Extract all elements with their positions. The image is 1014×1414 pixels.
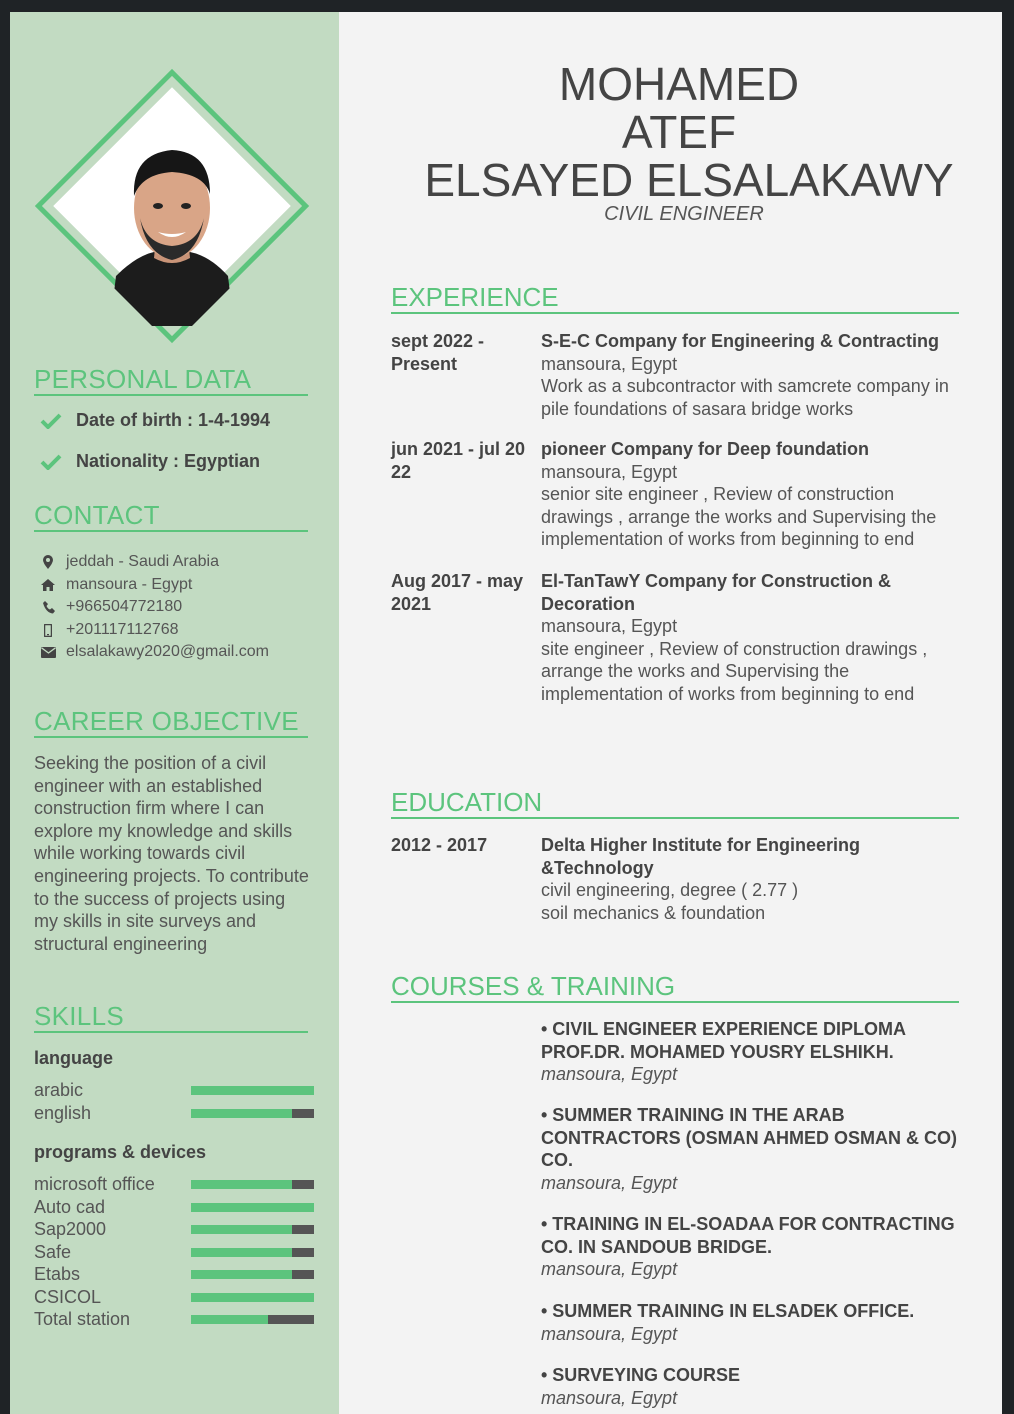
skill-row	[34, 1174, 314, 1196]
phone-icon	[40, 599, 56, 615]
skill-level-fill	[191, 1109, 292, 1118]
date-of-birth	[40, 410, 270, 431]
home-icon	[40, 577, 56, 593]
course-item	[541, 1213, 961, 1281]
skill-row	[34, 1287, 314, 1309]
envelope-icon	[40, 644, 56, 660]
course-title: • SUMMER TRAINING IN ELSADEK OFFICE.	[541, 1301, 915, 1321]
contact-home: mansoura - Egypt	[40, 576, 192, 594]
skill-level-fill	[191, 1315, 268, 1324]
skill-row	[34, 1242, 314, 1264]
course-location: mansoura, Egypt	[541, 1387, 678, 1408]
sidebar	[10, 12, 339, 1414]
check-icon	[40, 413, 62, 429]
contact-mobile[interactable]: +201117112768	[40, 621, 179, 639]
skill-level-bar	[191, 1225, 314, 1234]
experience-dates: Aug 2017 - may 2021	[391, 571, 524, 614]
resume-page	[10, 12, 1002, 1414]
skill-name: Auto cad	[34, 1196, 106, 1217]
skill-level-fill	[191, 1086, 314, 1095]
skill-row	[34, 1309, 314, 1331]
experience-description: senior site engineer , Review of construction drawings , arrange the works and Supervising the implementation of works from beginning to end	[541, 484, 937, 549]
contact-email[interactable]: elsalakawy2020@gmail.com	[40, 643, 269, 661]
education-heading: EDUCATION	[391, 787, 959, 819]
experience-title: pioneer Company for Deep foundation	[541, 439, 870, 459]
skill-name: english	[34, 1103, 92, 1123]
course-item	[541, 1104, 961, 1194]
experience-title: El-TanTawY Company for Construction & Decoration	[541, 571, 892, 614]
skill-level-fill	[191, 1270, 292, 1279]
main-content	[339, 12, 1002, 1414]
course-location: mansoura, Egypt	[541, 1172, 678, 1193]
course-title: • TRAINING IN EL-SOADAA FOR CONTRACTING CO. IN SANDOUB BRIDGE.	[541, 1214, 955, 1257]
experience-title: S-E-C Company for Engineering & Contracting	[541, 331, 940, 351]
map-marker-icon	[40, 554, 56, 570]
skill-row	[34, 1219, 314, 1241]
course-item	[541, 1018, 961, 1086]
education-dates: 2012 - 2017	[391, 835, 488, 855]
contact-location: jeddah - Saudi Arabia	[40, 553, 219, 571]
contact-phone[interactable]: +966504772180	[40, 598, 182, 616]
experience-location: mansoura, Egypt	[541, 616, 678, 636]
experience-location: mansoura, Egypt	[541, 461, 678, 482]
skill-name: microsoft office	[34, 1174, 155, 1194]
course-location: mansoura, Egypt	[541, 1064, 678, 1084]
language-label: language	[34, 1048, 114, 1068]
avatar	[106, 126, 238, 326]
skill-row	[34, 1197, 314, 1219]
skill-level-fill	[191, 1203, 314, 1212]
skill-level-fill	[191, 1293, 314, 1302]
profile-photo-frame	[34, 68, 310, 344]
skill-name: CSICOL	[34, 1286, 102, 1307]
job-title: CIVIL ENGINEER	[604, 203, 764, 225]
skill-name: Sap2000	[34, 1219, 107, 1239]
dob-text: Date of birth : 1-4-1994	[76, 410, 271, 430]
experience-dates: jun 2021 - jul 20 22	[391, 439, 526, 482]
personal-data-heading: PERSONAL DATA	[34, 364, 308, 396]
course-title: • CIVIL ENGINEER EXPERIENCE DIPLOMA PROF.DR. MOHAMED YOUSRY ELSHIKH.	[541, 1019, 906, 1062]
skills-heading: SKILLS	[34, 1001, 308, 1033]
experience-heading: EXPERIENCE	[391, 282, 959, 314]
nationality	[40, 451, 260, 472]
experience-location: mansoura, Egypt	[541, 353, 678, 374]
course-item	[541, 1364, 961, 1409]
course-item	[541, 1300, 961, 1345]
check-icon	[40, 454, 62, 470]
skill-level-fill	[191, 1180, 292, 1189]
name-line-2: ATEF	[621, 106, 737, 158]
course-location: mansoura, Egypt	[541, 1323, 678, 1344]
skill-name: Safe	[34, 1241, 72, 1262]
programs-label: programs & devices	[34, 1142, 207, 1162]
skill-row	[34, 1264, 314, 1286]
mobile-icon	[40, 622, 56, 638]
experience-description: site engineer , Review of construction drawings , arrange the works and Supervising the implementation of works from beginning to end	[541, 638, 928, 704]
skill-name: Total station	[34, 1309, 131, 1329]
skill-level-bar	[191, 1315, 314, 1324]
course-title: • SURVEYING COURSE	[541, 1365, 741, 1385]
nationality-text: Nationality : Egyptian	[76, 451, 261, 471]
courses-heading: COURSES & TRAINING	[391, 971, 959, 1003]
education-title: Delta Higher Institute for Engineering &Technology	[541, 835, 861, 878]
skill-row	[34, 1103, 314, 1125]
skill-level-bar	[191, 1109, 314, 1118]
skill-level-bar	[191, 1293, 314, 1302]
skill-level-fill	[191, 1248, 292, 1257]
skill-row	[34, 1080, 314, 1102]
skill-name: Etabs	[34, 1264, 81, 1284]
skill-level-bar	[191, 1086, 314, 1095]
skill-level-bar	[191, 1248, 314, 1257]
education-detail: soil mechanics & foundation	[541, 902, 766, 923]
skill-level-bar	[191, 1180, 314, 1189]
name-line-1: MOHAMED	[558, 58, 800, 110]
course-location: mansoura, Egypt	[541, 1259, 678, 1279]
experience-description: Work as a subcontractor with samcrete company in pile foundations of sasara bridge works	[541, 376, 949, 419]
career-objective-heading: CAREER OBJECTIVE	[34, 706, 308, 738]
contact-heading: CONTACT	[34, 500, 308, 532]
skill-name: arabic	[34, 1080, 84, 1100]
course-title: • SUMMER TRAINING IN THE ARAB CONTRACTORS (OSMAN AHMED OSMAN & CO) CO.	[541, 1105, 957, 1170]
experience-dates: sept 2022 - Present	[391, 331, 485, 374]
skill-level-fill	[191, 1225, 292, 1234]
name-line-3: ELSAYED ELSALAKAWY	[424, 154, 954, 206]
skill-level-bar	[191, 1203, 314, 1212]
skill-level-bar	[191, 1270, 314, 1279]
career-objective-text: Seeking the position of a civil engineer with an established construction firm where I can explore my knowledge and skills while working towards civil engineering projects. To contribute to the success of projects using my skills in site surveys and structural engineering	[34, 753, 309, 954]
education-degree: civil engineering, degree ( 2.77 )	[541, 880, 799, 900]
